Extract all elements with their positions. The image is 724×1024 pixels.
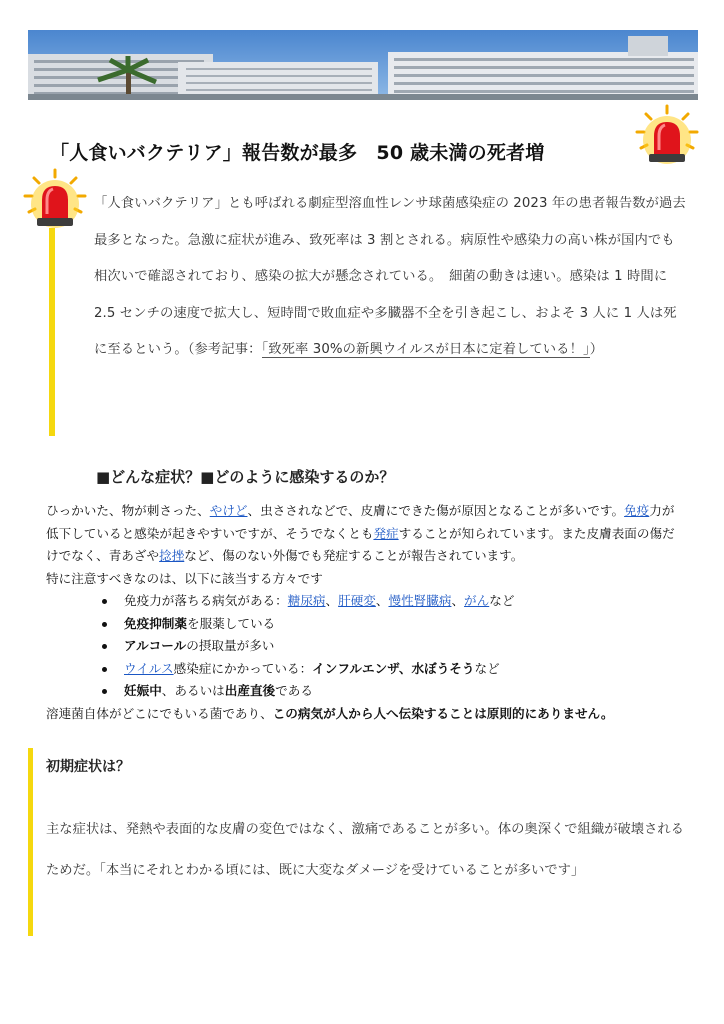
siren-icon	[22, 168, 88, 234]
link-onset[interactable]: 発症	[373, 525, 399, 541]
list-item	[124, 658, 686, 681]
link-cancer[interactable]: がん	[464, 593, 490, 608]
paragraph	[46, 500, 686, 568]
accent-bar	[28, 748, 33, 936]
link-burn[interactable]: やけど	[209, 503, 248, 518]
bold-text: 免疫抑制薬	[124, 615, 187, 631]
symptoms-body	[46, 500, 686, 725]
list-item	[124, 680, 686, 703]
lead-text: 「人食いバクテリア」とも呼ばれる劇症型溶血性レンサ球菌感染症の 2023 年の患者報告数が過去最多となった。急激に症状が進み、致死率は 3 割とされる。病原性や感染力の高い株が国内でも相次いで確認されており、感染の拡大が懸念されている。 細菌の動きは速い。感染は 1 時間に 2.5 センチの速度で拡大し、短時間で敗血症や多臓器不全を引き起こし、およそ 3 人に 1 人は死に至るという。（参考記事：	[94, 196, 686, 357]
paragraph	[46, 703, 686, 726]
bold-text: アルコール	[124, 638, 187, 653]
bold-text: 出産直後	[224, 683, 276, 698]
bold-text: 妊娠中	[124, 683, 162, 698]
accent-bar	[49, 228, 55, 436]
paragraph: 特に注意すべきなのは、以下に該当する方々です	[46, 570, 323, 586]
text: 溶連菌自体がどこにでもいる菌であり、	[46, 705, 273, 721]
text: を服薬している	[186, 615, 276, 631]
text: など	[474, 660, 500, 676]
text: である	[275, 683, 313, 698]
link-sprain[interactable]: 捻挫	[159, 548, 185, 563]
list-item	[124, 635, 686, 658]
lead-end: ）	[589, 342, 604, 357]
risk-list	[46, 590, 686, 703]
text: 、	[375, 593, 389, 608]
siren-icon	[634, 104, 700, 170]
link-virus[interactable]: ウイルス	[124, 660, 174, 676]
page-title: 「人食いバクテリア」報告数が最多 50 歳未満の死者増	[50, 142, 545, 164]
text: 感染症にかかっている：	[173, 660, 313, 676]
section-heading-symptoms: ■どんな症状？■どのように感染するのか？	[96, 468, 395, 486]
text: 、あるいは	[161, 683, 225, 698]
text: の摂取量が多い	[186, 638, 275, 653]
text: 、	[325, 593, 339, 608]
bold-text: この病気が人から人へ伝染することは原則的にありません。	[272, 705, 614, 721]
text: 、虫さされなどで、皮膚にできた傷が原因となることが多いです。	[247, 503, 625, 518]
text: など、傷のない外傷でも発症することが報告されています。	[184, 548, 524, 563]
header-banner-image	[28, 30, 698, 100]
text: ひっかいた、物が刺さった、	[46, 503, 210, 518]
link-diabetes[interactable]: 糖尿病	[287, 593, 326, 608]
text: 、	[451, 593, 465, 608]
list-item	[124, 590, 686, 613]
link-cirrhosis[interactable]: 肝硬変	[338, 593, 376, 608]
link-ckd[interactable]: 慢性腎臓病	[388, 593, 452, 608]
text: することが知られています。また皮膚表面の傷だけでなく、青あざや	[46, 525, 675, 563]
initial-symptoms-body: 主な症状は、発熱や表面的な皮膚の変色ではなく、激痛であることが多い。体の奥深くで組織が破壊されるためだ。「本当にそれとわかる頃には、既に大変なダメージを受けていることが多いです」	[46, 822, 684, 878]
link-immunity[interactable]: 免疫	[624, 503, 650, 518]
bold-text: インフルエンザ、水ぼうそう	[312, 660, 475, 676]
reference-link[interactable]: 「致死率 30%の新興ウイルスが日本に定着している！」	[261, 342, 590, 357]
text: など	[489, 593, 515, 608]
section-heading-initial-symptoms: 初期症状は？	[46, 759, 130, 775]
lead-paragraph	[94, 186, 686, 369]
text: 免疫力が落ちる病気がある：	[124, 593, 288, 608]
list-item	[124, 613, 686, 636]
text: 力が低下していると感染が起きやすいですが、そうでなくとも	[46, 503, 675, 541]
